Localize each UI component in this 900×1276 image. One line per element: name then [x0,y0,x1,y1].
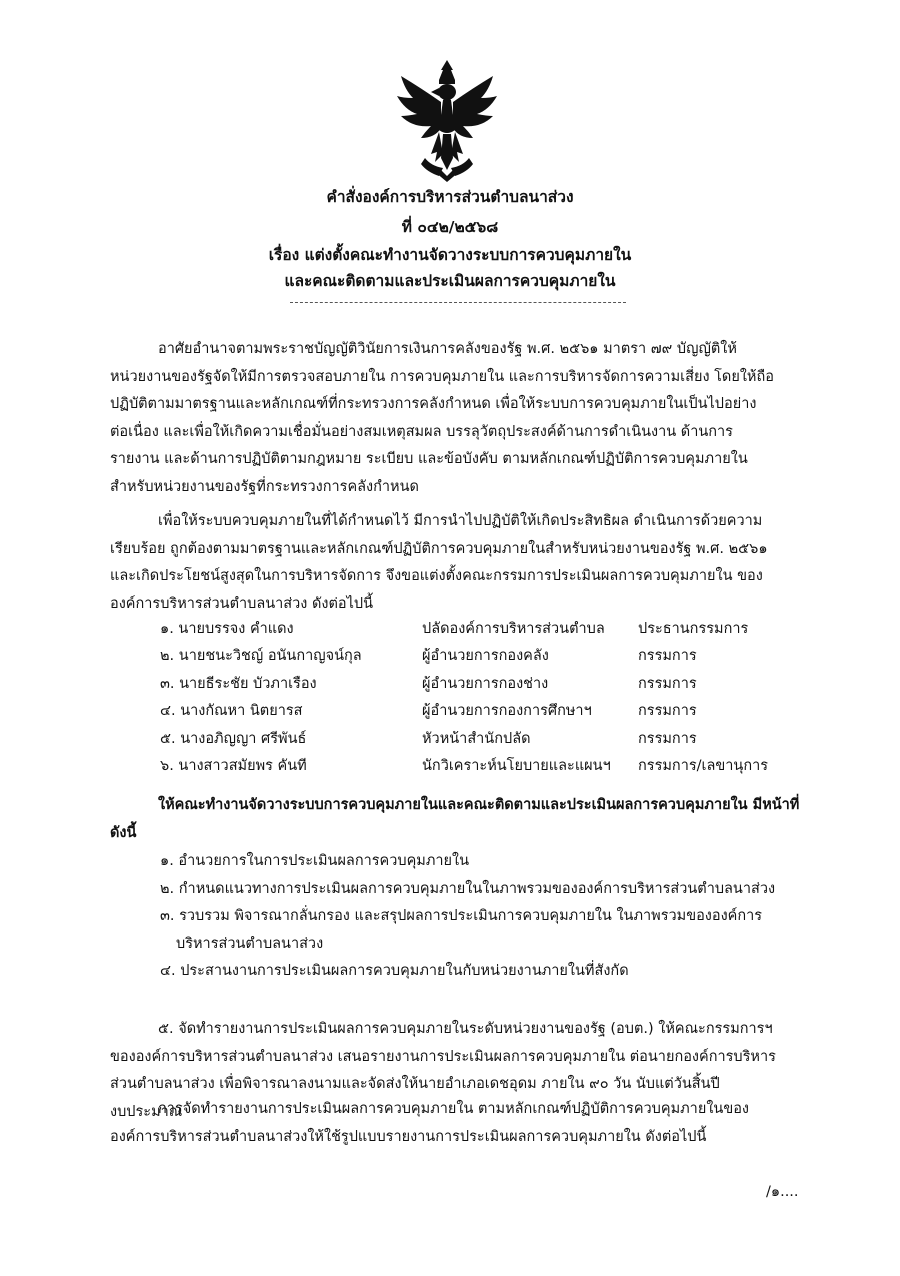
duty-item: ๔. ประสานงานการประเมินผลการควบคุมภายในกับหน่วยงานภายในที่สังกัด [160,963,629,980]
member-role: กรรมการ [638,730,697,747]
member-position: ผู้อำนวยการกองคลัง [422,648,549,665]
member-row [160,643,810,670]
member-name: ๖. นางสาวสมัยพร คันที [160,757,307,774]
order-heading: คำสั่งองค์การบริหารส่วนตำบลนาส่วง [326,188,574,206]
paragraph-line: หน่วยงานของรัฐจัดให้มีการตรวจสอบภายใน การควบคุมภายใน และการบริหารจัดการความเสี่ยง โดยให้ถือ [110,368,774,385]
member-name: ๒. นายชนะวิชญ์ อนันกาญจน์กุล [160,648,362,665]
committee-members-list [160,616,810,780]
paragraph-line: ส่วนตำบลนาส่วง เพื่อพิจารณาลงนามและจัดส่งให้นายอำเภอเดชอุดม ภายใน ๙๐ วัน นับแต่วันสิ้นปี [110,1076,720,1093]
member-name: ๑. นายบรรจง คำแดง [160,621,294,637]
paragraph-closing [110,1096,810,1151]
member-row [160,671,810,698]
member-role: กรรมการ [638,675,697,692]
member-row [160,726,810,753]
garuda-emblem-icon [395,58,499,184]
subject-line-2: และคณะติดตามและประเมินผลการควบคุมภายใน [284,272,616,290]
paragraph-line: และเกิดประโยชน์สูงสุดในการบริหารจัดการ จึงขอแต่งตั้งคณะกรรมการประเมินผลการควบคุมภายใน ของ [110,568,763,585]
paragraph-line: เพื่อให้ระบบควบคุมภายในที่ได้กำหนดไว้ มีการนำไปปฏิบัติให้เกิดประสิทธิผล ดำเนินการด้วยความ [158,513,763,529]
header-divider [290,302,626,303]
duties-heading-line: ดังนี้ [110,824,137,841]
paragraph-line: สำหรับหน่วยงานของรัฐที่กระทรวงการคลังกำหนด [110,478,419,495]
paragraph-line: รายงาน และด้านการปฏิบัติตามกฎหมาย ระเบียบ และข้อบังคับ ตามหลักเกณฑ์ปฏิบัติการควบคุมภายใน [110,451,748,468]
member-position: ผู้อำนวยการกองช่าง [422,675,549,692]
member-row [160,616,810,643]
paragraph-line: ต่อเนื่อง และเพื่อให้เกิดความเชื่อมั่นอย่างสมเหตุสมผล บรรลุวัตถุประสงค์ด้านการดำเนินงาน ด้านการ [110,423,733,440]
duties-heading-line: ให้คณะทำงานจัดวางระบบการควบคุมภายในและคณะติดตามและประเมินผลการควบคุมภายใน มีหน้าที่ [158,797,800,813]
member-name: ๕. นางอภิญญา ศรีพันธ์ [160,730,307,747]
paragraph-line: ปฏิบัติตามมาตรฐานและหลักเกณฑ์ที่กระทรวงการคลังกำหนด เพื่อให้ระบบการควบคุมภายในเป็นไปอย่าง [110,396,757,413]
duty-item: ๑. อำนวยการในการประเมินผลการควบคุมภายใน [160,853,470,869]
page-continuation: /๑.... [766,1184,799,1200]
paragraph-line: งบประมาณ [110,1103,183,1120]
member-position: นักวิเคราะห์นโยบายและแผนฯ [422,757,611,774]
member-name: ๓. นายธีระชัย บัวภาเรือง [160,675,317,692]
subject-line-1: เรื่อง แต่งตั้งคณะทำงานจัดวางระบบการควบคุมภายใน [268,246,632,264]
paragraph-line: อาศัยอำนาจตามพระราชบัญญัติวินัยการเงินการคลังของรัฐ พ.ศ. ๒๕๖๑ มาตรา ๗๙ บัญญัติให้ [158,341,737,357]
member-position: หัวหน้าสำนักปลัด [422,730,531,747]
member-row [160,753,810,780]
paragraph-line: ๕. จัดทำรายงานการประเมินผลการควบคุมภายในระดับหน่วยงานของรัฐ (อบต.) ให้คณะกรรมการฯ [158,1021,773,1037]
member-role: กรรมการ [638,648,697,665]
member-position: ปลัดองค์การบริหารส่วนตำบล [422,621,605,637]
duty-item: ๒. กำหนดแนวทางการประเมินผลการควบคุมภายในในภาพรวมขององค์การบริหารส่วนตำบลนาส่วง [160,880,776,897]
member-row [160,698,810,725]
duties-heading [110,792,810,847]
paragraph-line: องค์การบริหารส่วนตำบลนาส่วง ดังต่อไปนี้ [110,595,373,612]
duties-list [110,848,810,986]
member-role: ประธานกรรมการ [638,621,749,637]
paragraph-line: เรียบร้อย ถูกต้องตามมาตรฐานและหลักเกณฑ์ปฏิบัติการควบคุมภายในสำหรับหน่วยงานของรัฐ พ.ศ. ๒๕๖๑ [110,540,768,557]
member-role: กรรมการ/เลขานุการ [638,757,769,774]
paragraph-line: ขององค์การบริหารส่วนตำบลนาส่วง เสนอรายงานการประเมินผลการควบคุมภายใน ต่อนายกองค์การบริหาร [110,1048,776,1065]
paragraph-authority [110,336,810,502]
order-number: ที่ ๐๔๒/๒๕๖๘ [401,218,499,236]
duty-item-continued: บริหารส่วนตำบลนาส่วง [176,935,324,952]
member-role: กรรมการ [638,703,697,720]
member-name: ๔. นางกัณหา นิตยารส [160,703,303,720]
paragraph-purpose [110,508,810,618]
paragraph-line: องค์การบริหารส่วนตำบลนาส่วงให้ใช้รูปแบบรายงานการประเมินผลการควบคุมภายใน ดังต่อไปนี้ [110,1128,707,1145]
duty-item: ๓. รวบรวม พิจารณากลั่นกรอง และสรุปผลการประเมินการควบคุมภายใน ในภาพรวมขององค์การ [160,908,763,925]
member-position: ผู้อำนวยการกองการศึกษาฯ [422,703,592,720]
paragraph-line: การจัดทำรายงานการประเมินผลการควบคุมภายใน ตามหลักเกณฑ์ปฏิบัติการควบคุมภายในของ [158,1101,750,1117]
